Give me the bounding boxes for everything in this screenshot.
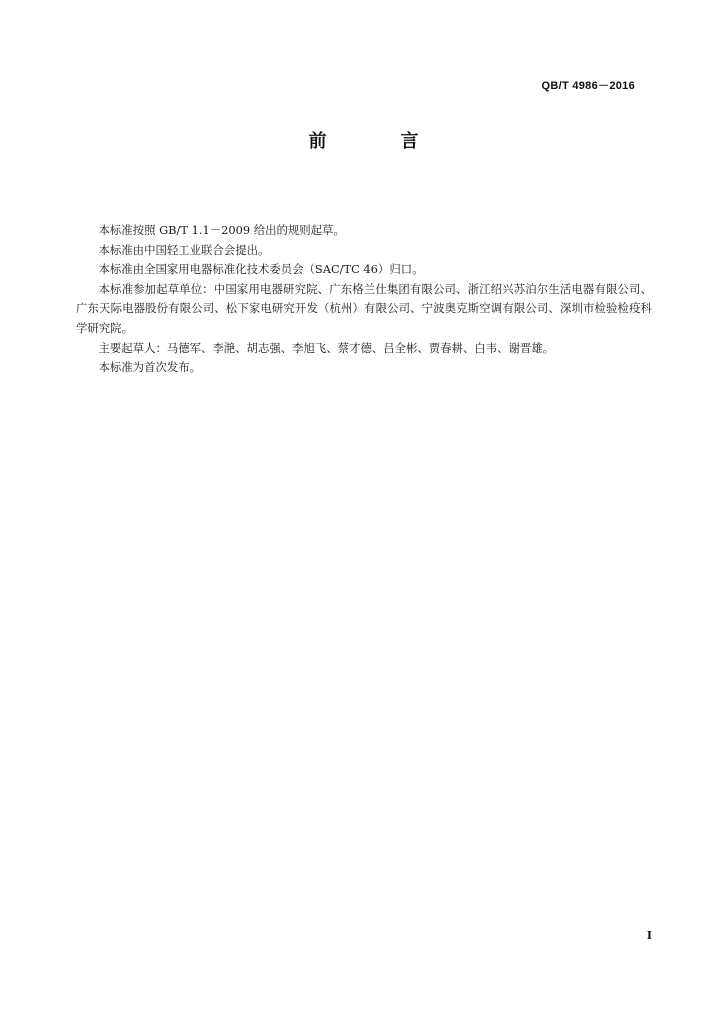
paragraph-first-release: 本标准为首次发布。 <box>98 360 202 375</box>
paragraph-drafting-units: 本标准参加起草单位：中国家用电器研究院、广东格兰仕集团有限公司、浙江绍兴苏泊尔生活电器有限公司、广东天际电器股份有限公司、松下家电研究开发（杭州）有限公司、宁波奥克斯空调有限公司、深圳市检验检疫科学研究院。 <box>76 281 652 335</box>
standard-code: QB/T 4986－2016 <box>541 80 635 92</box>
paragraph-main-drafters: 主要起草人：马德军、李滟、胡志强、李旭飞、蔡才德、吕全彬、贾春耕、白韦、谢晋雄。 <box>98 340 555 355</box>
paragraph-proposer: 本标准由中国轻工业联合会提出。 <box>98 242 270 257</box>
page-title: 前 言 <box>308 131 447 152</box>
paragraph-jurisdiction: 本标准由全国家用电器标准化技术委员会（SAC/TC 46）归口。 <box>98 262 424 277</box>
document-body <box>76 221 652 378</box>
page-number: I <box>646 929 652 942</box>
paragraph-drafting-rules: 本标准按照 GB/T 1.1－2009 给出的规则起草。 <box>98 223 345 237</box>
